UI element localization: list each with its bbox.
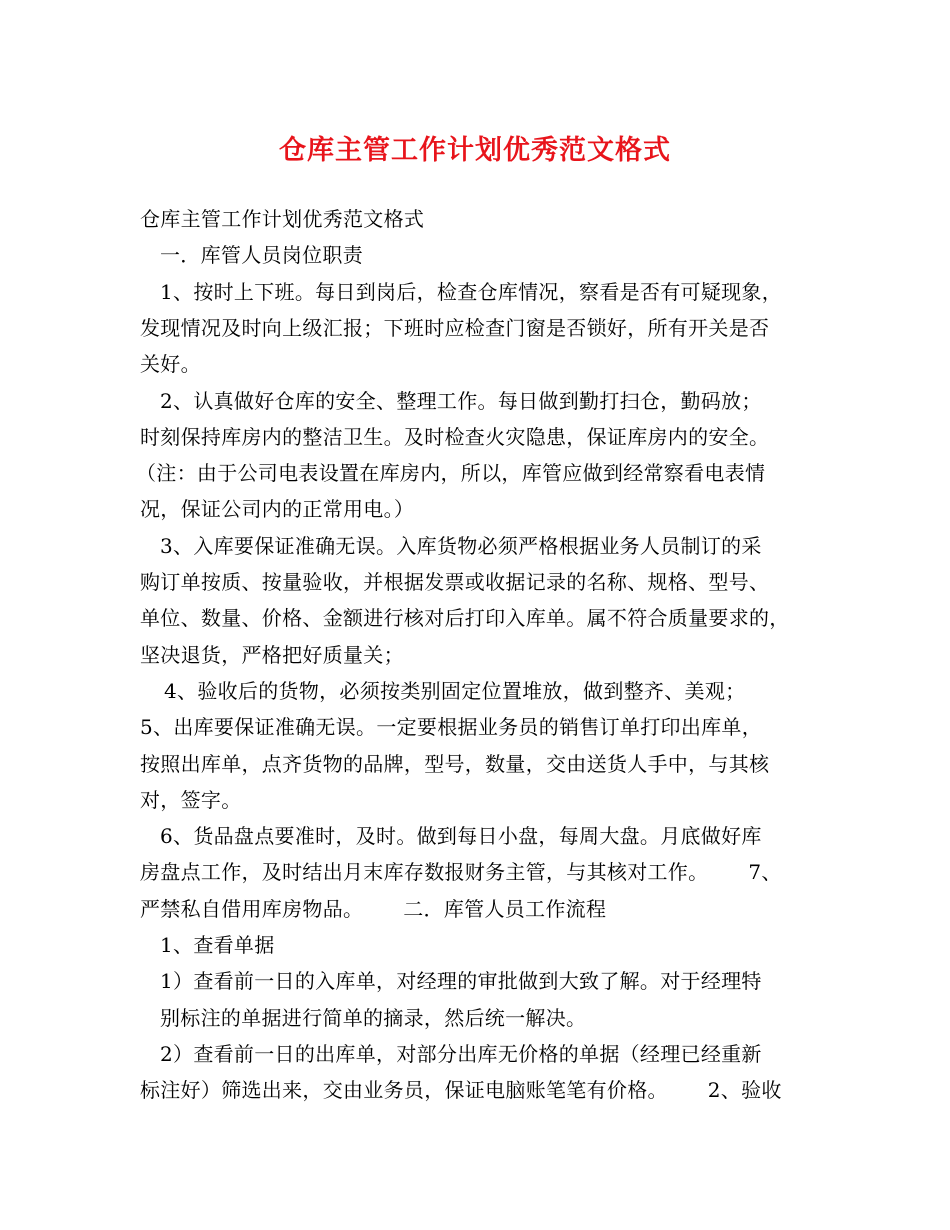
body-line: 4、验收后的货物，必须按类别固定位置堆放，做到整齐、美观；	[164, 678, 746, 703]
body-line: 坚决退货，严格把好质量关；	[140, 642, 404, 667]
body-line: 一．库管人员岗位职责	[160, 243, 363, 268]
body-line: 6、货品盘点要准时，及时。做到每日小盘，每周大盘。月底做好库	[160, 824, 762, 849]
body-line: 严禁私自借用库房物品。 二．库管人员工作流程	[140, 896, 607, 921]
document-title: 仓库主管工作计划优秀范文格式	[279, 135, 671, 166]
body-line: 3、入库要保证准确无误。入库货物必须严格根据业务人员制订的采	[160, 533, 762, 558]
body-line: 2）查看前一日的出库单，对部分出库无价格的单据（经理已经重新	[160, 1041, 762, 1066]
body-line: 购订单按质、按量验收，并根据发票或收据记录的名称、规格、型号、	[140, 570, 770, 594]
body-line: 对，签字。	[140, 787, 242, 812]
body-line: 况，保证公司内的正常用电。）	[140, 497, 415, 522]
body-line: 房盘点工作，及时结出月末库存数报财务主管，与其核对工作。 7、	[140, 860, 782, 885]
body-line: 2、认真做好仓库的安全、整理工作。每日做到勤打扫仓，勤码放；	[160, 388, 762, 413]
body-line: 时刻保持库房内的整洁卫生。及时检查火灾隐患，保证库房内的安全。	[140, 424, 770, 449]
body-line: 1、查看单据	[160, 933, 275, 957]
body-line: 标注好）筛选出来，交由业务员，保证电脑账笔笔有价格。 2、验收	[140, 1078, 782, 1103]
body-line: 发现情况及时向上级汇报；下班时应检查门窗是否锁好，所有开关是否	[140, 315, 770, 340]
body-line: 5、出库要保证准确无误。一定要根据业务员的销售订单打印出库单，	[140, 715, 763, 740]
body-line: （注：由于公司电表设置在库房内，所以，库管应做到经常察看电表情	[136, 461, 766, 486]
body-line: 关好。	[140, 352, 201, 377]
body-line: 按照出库单，点齐货物的品牌，型号，数量，交由送货人手中，与其核	[140, 751, 770, 776]
body-line: 1）查看前一日的入库单，对经理的审批做到大致了解。对于经理特	[160, 969, 762, 994]
body-line: 单位、数量、价格、金额进行核对后打印入库单。属不符合质量要求的，	[140, 606, 790, 631]
body-line: 别标注的单据进行简单的摘录，然后统一解决。	[160, 1005, 587, 1030]
body-line: 仓库主管工作计划优秀范文格式	[140, 207, 425, 231]
body-line: 1、按时上下班。每日到岗后，检查仓库情况，察看是否有可疑现象，	[160, 279, 783, 304]
